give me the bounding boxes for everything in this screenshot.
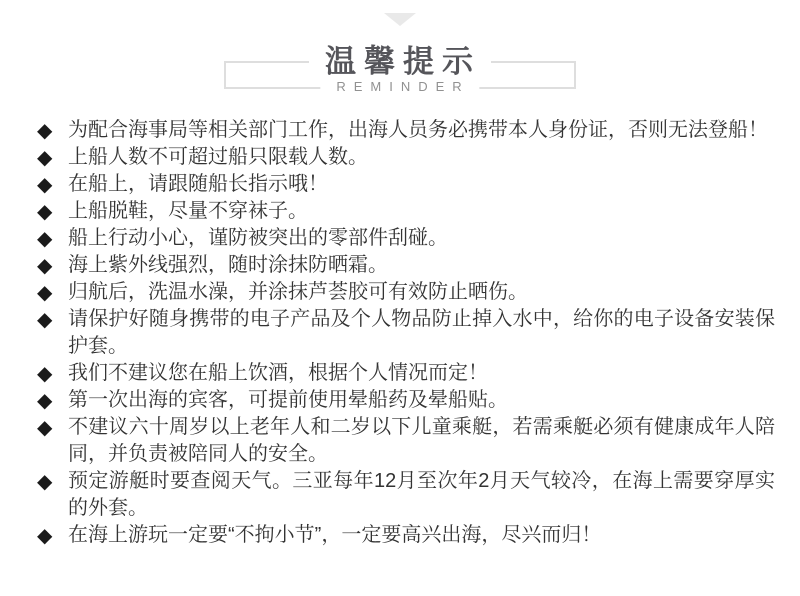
diamond-bullet-icon: ◆: [37, 172, 53, 196]
list-item: [38, 468, 775, 522]
list-item: [38, 252, 775, 279]
list-item-text: 为配合海事局等相关部门工作，出海人员务必携带本人身份证，否则无法登船！: [68, 119, 768, 141]
notice-list: [38, 117, 775, 549]
diamond-bullet-icon: ◆: [37, 307, 53, 331]
list-item: [38, 306, 775, 360]
list-item-text: 不建议六十周岁以上老年人和二岁以下儿童乘艇，若需乘艇必须有健康成年人陪同，并负责被陪同人的安全。: [68, 416, 775, 465]
list-item: [38, 198, 775, 225]
list-item-text: 请保护好随身携带的电子产品及个人物品防止掉入水中，给你的电子设备安装保护套。: [68, 308, 775, 357]
list-item-text: 海上紫外线强烈，随时涂抹防晒霜。: [68, 254, 388, 276]
list-item: [38, 225, 775, 252]
page-subtitle: REMINDER: [320, 80, 479, 94]
list-item: [38, 414, 775, 468]
list-item-text: 归航后，洗温水澡，并涂抹芦荟胶可有效防止晒伤。: [68, 281, 528, 303]
list-item: [38, 117, 775, 144]
title-block: [224, 44, 576, 94]
list-item: [38, 522, 775, 549]
diamond-bullet-icon: ◆: [37, 280, 53, 304]
diamond-bullet-icon: ◆: [37, 469, 53, 493]
list-item: [38, 171, 775, 198]
list-item-text: 船上行动小心，谨防被突出的零部件刮碰。: [68, 227, 448, 249]
diamond-bullet-icon: ◆: [37, 361, 53, 385]
list-item: [38, 279, 775, 306]
diamond-bullet-icon: ◆: [37, 415, 53, 439]
diamond-bullet-icon: ◆: [37, 118, 53, 142]
page-title: 温馨提示: [309, 42, 491, 82]
list-item-text: 上船人数不可超过船只限载人数。: [68, 146, 368, 168]
ribbon-down-triangle-icon: [384, 13, 416, 26]
diamond-bullet-icon: ◆: [37, 199, 53, 223]
list-item-text: 我们不建议您在船上饮酒，根据个人情况而定！: [68, 362, 488, 384]
diamond-bullet-icon: ◆: [37, 253, 53, 277]
list-item-text: 在海上游玩一定要“不拘小节”，一定要高兴出海，尽兴而归！: [68, 524, 602, 546]
diamond-bullet-icon: ◆: [37, 145, 53, 169]
list-item: [38, 360, 775, 387]
list-item-text: 第一次出海的宾客，可提前使用晕船药及晕船贴。: [68, 389, 508, 411]
list-item-text: 在船上，请跟随船长指示哦！: [68, 173, 328, 195]
list-item: [38, 387, 775, 414]
list-item: [38, 144, 775, 171]
diamond-bullet-icon: ◆: [37, 523, 53, 547]
diamond-bullet-icon: ◆: [37, 226, 53, 250]
list-item-text: 上船脱鞋，尽量不穿袜子。: [68, 200, 308, 222]
diamond-bullet-icon: ◆: [37, 388, 53, 412]
list-item-text: 预定游艇时要查阅天气。三亚每年12月至次年2月天气较冷，在海上需要穿厚实的外套。: [68, 470, 775, 519]
